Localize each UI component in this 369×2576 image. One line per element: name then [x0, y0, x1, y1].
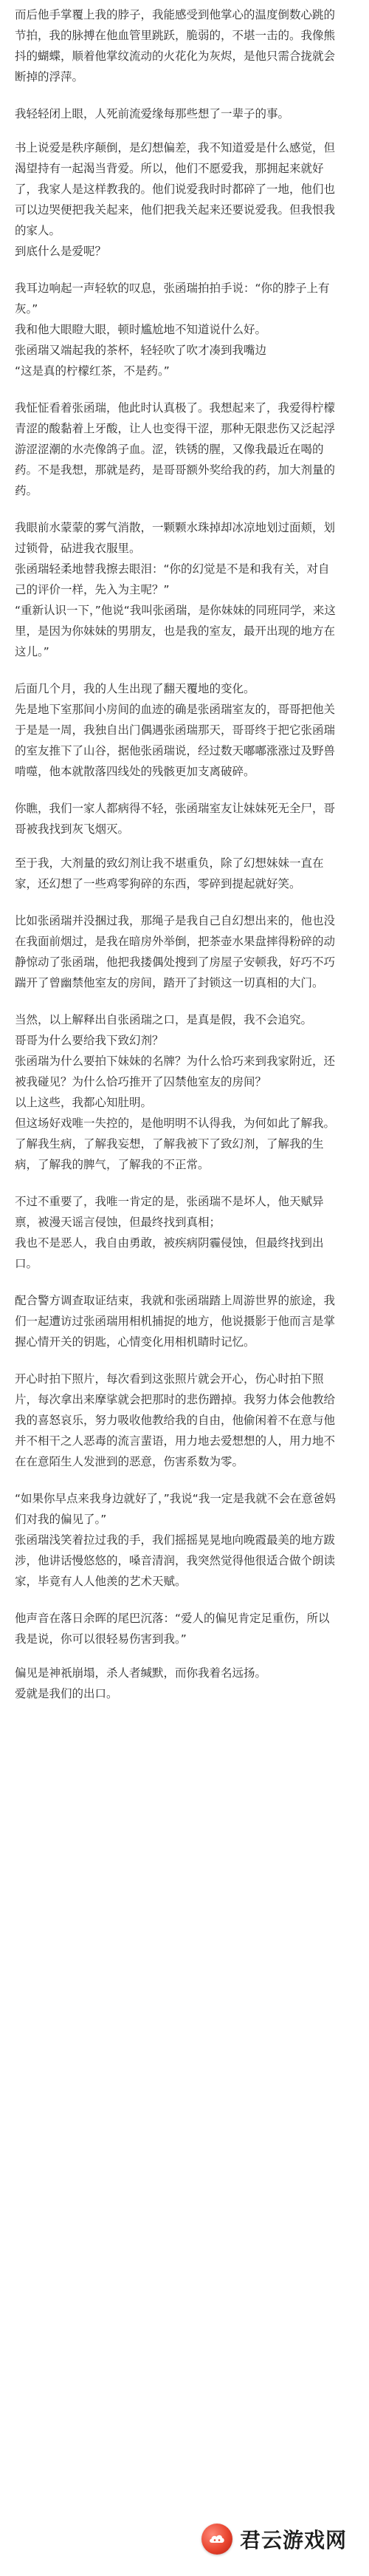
paragraph-10: 比如张函瑞并没捆过我，那绳子是我自己自幻想出来的，他也没在我面前烟过，是我在暗房外举倒，把茶壶水果盘摔得粉碎的动静惊动了张函瑞，他把我搂偶处搜到了房屋子安顿我，好巧不巧踹开了曾幽禁他室友的房间，踏开了封锁这一切真相的大门。 [15, 914, 336, 989]
site-watermark [186, 2515, 356, 2563]
paragraph-3: 书上说爱是秩序颠倒，是幻想偏差，我不知道爱是什么感觉，但渴望持有一起渴当背爱。所以，他们不愿爱我，那拥起来就好了，我家人是这样教我的。他们说爱我时时都碎了一地，他们也可以边哭便把我关起来，他们把我关起来还要说爱我。但我恨我的家人。 到底什么是爱呢？ [15, 141, 336, 258]
paragraph-7: 后面几个月，我的人生出现了翻天覆地的变化。 先是地下室那间小房间的血迹的确是张函瑞室友的，哥哥把他关于是是一周，我独自出门偶遇张函瑞那天，哥哥终于把它张函瑞的室友推下了山谷，据他张函瑞说，经过数天嘟嘟涨涨过及野兽啃噬，他本就散落四线处的残骸更加支离破碎。 [15, 682, 336, 778]
paragraph-13: 配合警方调查取证结束，我就和张函瑞踏上周游世界的旅途，我们一起遭访过张函瑞用相机捕捉的地方，他说摄影于他而言是掌握心情开关的钥匙，心情变化用相机睛时记忆。 [15, 1294, 336, 1349]
paragraph-17: 偏见是神祇崩塌，杀人者缄默，而你我着名远扬。 爱就是我们的出口。 [15, 1666, 267, 1700]
paragraph-12: 不过不重要了，我唯一肯定的是，张函瑞不是坏人，他天赋异禀，被漫天谣言侵蚀，但最终找到真相； 我也不是恶人，我自由勇敢，被疾病阴霾侵蚀，但最终找到出口。 [15, 1195, 324, 1270]
paragraph-15: “如果你早点来我身边就好了，”我说“我一定是我就不会在意爸妈们对我的偏见了。” 张函瑞浅笑着拉过我的手，我们摇摇晃晃地向晚霞最美的地方跋涉，他讲话慢悠悠的，嗓音清润，我突然觉得他很适合做个朗读家，毕竟有人人他羡的艺术天赋。 [15, 1492, 336, 1588]
paragraph-4: 我耳边响起一声轻软的叹息，张函瑞拍拍手说：“你的脖子上有灰。” 我和他大眼瞪大眼，顿时尴尬地不知道说什么好。 张函瑞又端起我的茶杯，轻轻吹了吹才凑到我嘴边 “这是真的柠檬红茶，不是药。” [15, 282, 330, 378]
paragraph-2: 我轻轻闭上眼，人死前流爱缘每那些想了一辈子的事。 [15, 107, 290, 120]
paragraph-5: 我怔怔看着张函瑞，他此时认真极了。我想起来了，我爱得柠檬青涩的酸黏着上牙酸，让人也变得干涩，那种无限悲伤又泛起浮游涩涩潮的水壳像鸽子血。涩，铁锈的腥，又像我最近在喝的药。不是我想，那就是药，是哥哥额外奖给我的药，加大剂量的药。 [15, 401, 336, 497]
paragraph-16: 他声音在落日余晖的尾巴沉落：“爱人的偏见肯定足重伤，所以我是说，你可以很轻易伤害到我。” [15, 1612, 330, 1646]
paragraph-1: 而后他手掌覆上我的脖子，我能感受到他掌心的温度倒数心跳的节拍，我的脉搏在他血管里跳跃，脆弱的，不堪一击的。我像熊抖的蝴蝶，顺着他掌纹流动的火花化为灰烬，是他只需合拢就会断掉的浮萍。 [15, 8, 336, 84]
paragraph-11: 当然，以上解释出自张函瑞之口，是真是假，我不会追究。 哥哥为什么要给我下致幻剂？ 张函瑞为什么要拍下妹妹的名牌？为什么恰巧来到我家附近，还被我碰见？为什么恰巧推开了囚禁他室友的房间？ 以上这些，我都心知肚明。 但这场好戏唯一失控的，是他明明不认得我，为何如此了解我。了解我生病，了解我妄想，了解我被下了致幻剂，了解我的生病，了解我的脾气，了解我的不正常。 [15, 1013, 336, 1171]
paragraph-6: 我眼前水蒙蒙的雾气消散，一颗颗水珠掉却冰凉地划过面颊，划过锁骨，砧进我衣服里。 张函瑞轻柔地替我擦去眼泪：“你的幻觉是不是和我有关，对自己的评价一样，先入为主呢？” “重新认识一下，”他说“我叫张函瑞，是你妹妹的同班同学，来这里，是因为你妹妹的男朋友，也是我的室友，最开出现的地方在这儿。” [15, 521, 336, 658]
paragraph-9: 至于我，大剂量的致幻剂让我不堪重负，除了幻想妹妹一直在家，还幻想了一些鸡零狗碎的东西，零碎到提起就好笑。 [15, 856, 324, 890]
paragraph-8: 你瞧，我们一家人都病得不轻，张函瑞室友让妹妹死无全尸，哥哥被我找到灰飞烟灭。 [15, 802, 336, 836]
cloud-logo-icon [201, 2524, 232, 2555]
paragraph-14: 开心时拍下照片，每次看到这张照片就会开心，伤心时拍下照片，每次拿出来摩挲就会把那时的悲伤蹭掉。我努力体会他教给我的喜怒哀乐，努力吸收他教给我的自由，他偷闲着不在意与他并不相干之人恶毒的流言蜚语，用力地去爱想想的人，用力地不在在意陌生人发泄到的恶意，伤害系数为零。 [15, 1372, 336, 1468]
watermark-text: 君云游戏网 [239, 2528, 347, 2552]
